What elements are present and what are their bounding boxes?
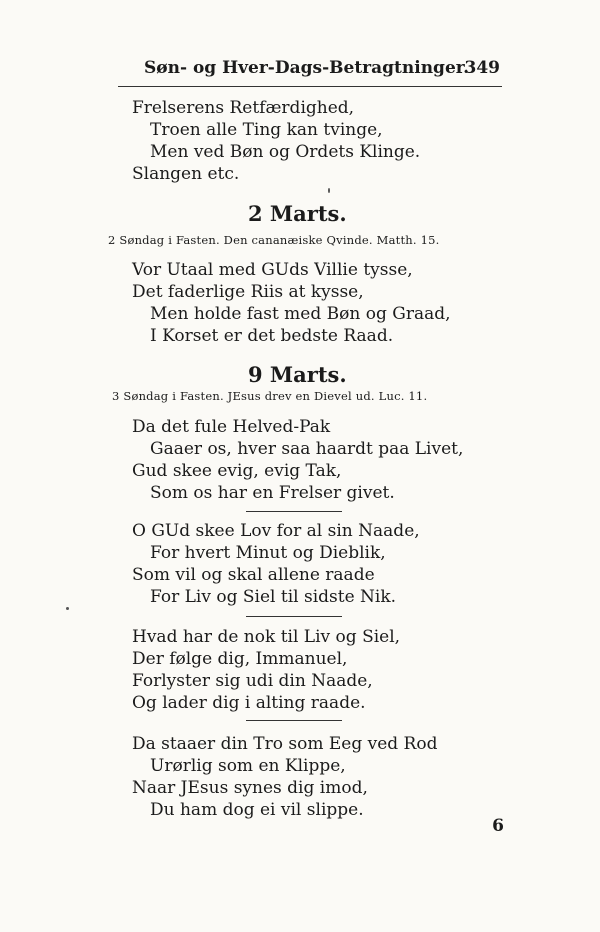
signature-mark: 6 [492, 816, 504, 836]
verse-line: For Liv og Siel til sidste Nik. [150, 587, 397, 607]
print-speck [66, 607, 69, 610]
verse-line: Gud skee evig, evig Tak, [132, 461, 342, 481]
verse-line: Frelserens Retfærdighed, [132, 98, 355, 118]
verse-line: Du ham dog ei vil slippe. [150, 800, 364, 820]
verse-line: Forlyster sig udi din Naade, [132, 671, 373, 691]
stanza-divider [246, 616, 342, 617]
print-speck [328, 188, 330, 193]
stanza-divider [246, 720, 342, 721]
verse-line: Der følge dig, Immanuel, [132, 649, 348, 669]
verse-line: Det faderlige Riis at kysse, [132, 282, 364, 302]
verse-line: Gaaer os, hver saa haardt paa Livet, [150, 439, 464, 459]
verse-line: Naar JEsus synes dig imod, [132, 778, 368, 798]
verse-line: For hvert Minut og Dieblik, [150, 543, 386, 563]
section-heading: 9 Marts. [248, 362, 347, 387]
verse-line: Urørlig som en Klippe, [150, 756, 346, 776]
verse-line: Og lader dig i alting raade. [132, 693, 366, 713]
verse-line: Slangen etc. [132, 164, 240, 184]
verse-line: Som os har en Frelser givet. [150, 483, 395, 503]
verse-line: Som vil og skal allene raade [132, 565, 375, 585]
stanza-divider [246, 511, 342, 512]
header-title: Søn- og Hver-Dags-Betragtninger. [144, 58, 470, 78]
verse-line: Da staaer din Tro som Eeg ved Rod [132, 734, 438, 754]
verse-line: Men holde fast med Bøn og Graad, [150, 304, 451, 324]
verse-line: Men ved Bøn og Ordets Klinge. [150, 142, 421, 162]
verse-line: Troen alle Ting kan tvinge, [150, 120, 383, 140]
section-subtitle: 3 Søndag i Fasten. JEsus drev en Dievel ud. Luc. 11. [112, 389, 428, 403]
section-heading: 2 Marts. [248, 201, 347, 226]
verse-line: O GUd skee Lov for al sin Naade, [132, 521, 420, 541]
header-rule [118, 86, 502, 87]
section-subtitle: 2 Søndag i Fasten. Den cananæiske Qvinde. Matth. 15. [108, 233, 440, 247]
verse-line: Hvad har de nok til Liv og Siel, [132, 627, 401, 647]
verse-line: Da det fule Helved-Pak [132, 417, 331, 437]
running-header [118, 58, 502, 84]
verse-line: Vor Utaal med GUds Villie tysse, [132, 260, 413, 280]
page-number: 349 [464, 58, 500, 78]
verse-line: I Korset er det bedste Raad. [150, 326, 394, 346]
